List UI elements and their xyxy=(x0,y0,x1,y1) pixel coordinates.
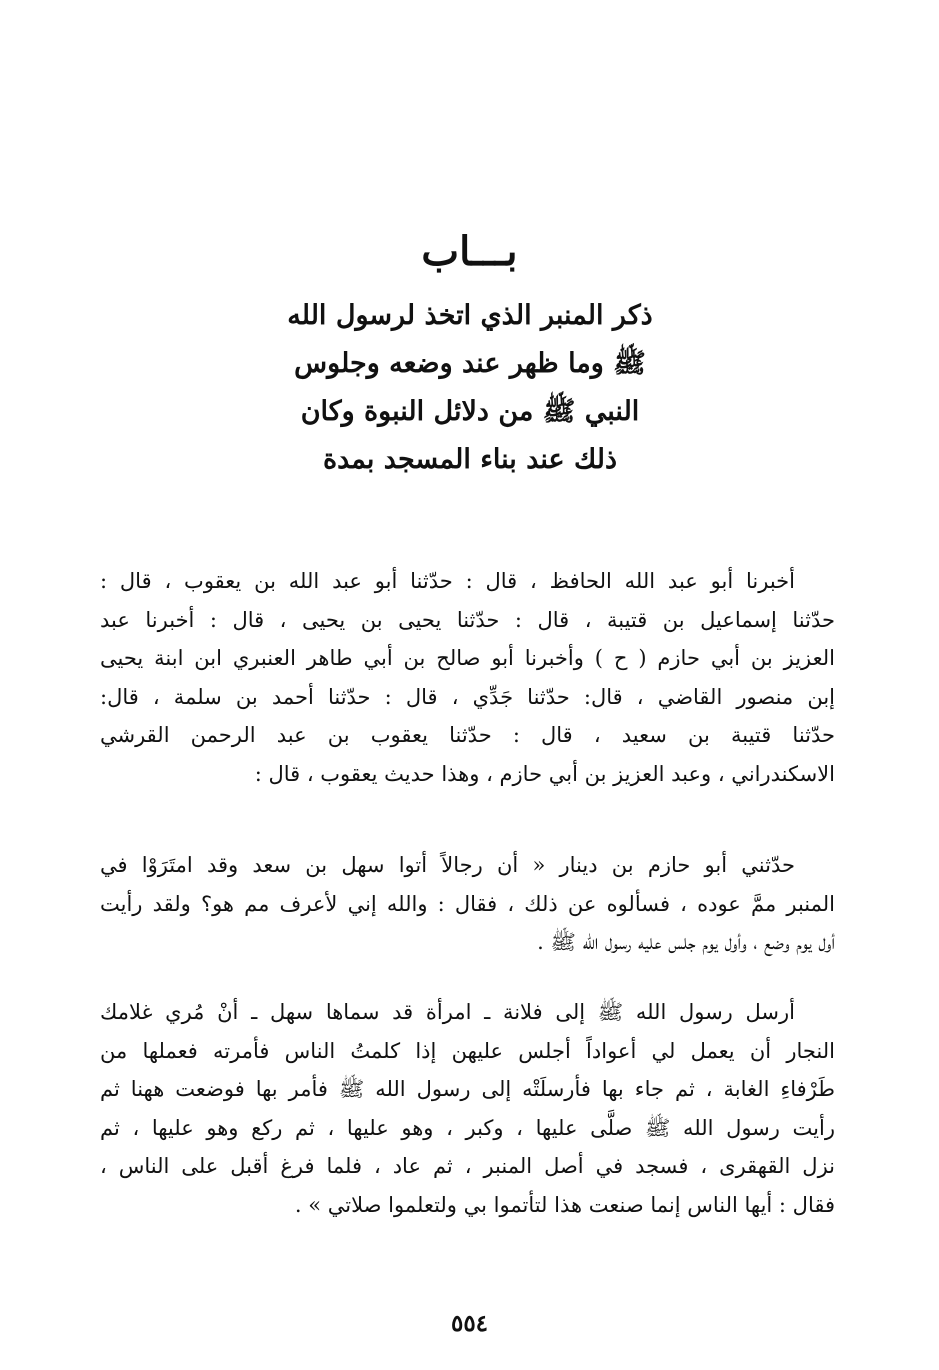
text-line: أرسل رسول الله ﷺ إلى فلانة ـ امرأة قد سماها سهل ـ أنْ مُري غلامك xyxy=(100,1000,795,1024)
text-line: فقال : أيها الناس إنما صنعت هذا لتأتموا بي ولتعلموا صلاتي » . xyxy=(294,1192,835,1217)
text-line: حدّثنا إسماعيل بن قتيبة ، قال : حدّثنا يحيى بن يحيى ، قال : أخبرنا عبد xyxy=(100,607,835,632)
chapter-title xyxy=(250,292,690,484)
text-line: العزيز بن أبي حازم ( ح ) وأخبرنا أبو صالح بن أبي طاهر العنبري ابن ابنة يحيى xyxy=(100,646,835,670)
text-line: حدّثني أبو حازم بن دينار « أن رجالاً أتوا سهل بن سعد وقد امتَرَوْا في xyxy=(100,853,795,877)
text-line: نزل القهقرى ، فسجد في أصل المنبر ، ثم عاد ، فلما فرغ أقبل على الناس ، xyxy=(100,1154,835,1178)
text-line: أول يوم وضع ، وأول يوم جلس عليه رسول الله ﷺ . xyxy=(537,930,835,954)
paragraph-hadith-intro xyxy=(100,846,835,962)
text-line: أخبرنا أبو عبد الله الحافظ ، قال : حدّثنا أبو عبد الله بن يعقوب ، قال : xyxy=(100,569,795,593)
chapter-title-line: ذلك عند بناء المسجد بمدة xyxy=(322,444,618,475)
paragraph-hadith-body xyxy=(100,993,835,1224)
text-line: طَرْفاءِ الغابة ، ثم جاء بها فأرسلَتْه إلى رسول الله ﷺ فأمر بها فوضعت ههنا ثم xyxy=(100,1077,835,1101)
chapter-title-line: ذكر المنبر الذي اتخذ لرسول الله xyxy=(287,300,653,331)
text-line: المنبر ممَّ عوده ، فسألوه عن ذلك ، فقال : والله إني لأعرف مم هو؟ ولقد رأيت xyxy=(100,891,835,916)
text-line: حدّثنا قتيبة بن سعيد ، قال : حدّثنا يعقوب بن عبد الرحمن القرشي xyxy=(100,723,835,747)
text-line: النجار أن يعمل لي أعواداً أجلس عليهن إذا كلمتُ الناس فأمرته فعملها من xyxy=(100,1038,835,1063)
page-number: ٥٥٤ xyxy=(450,1310,489,1337)
chapter-title-line: النبي ﷺ من دلائل النبوة وكان xyxy=(300,396,640,427)
text-line: إبن منصور القاضي ، قال: حدّثنا جَدِّي ، قال : حدّثنا أحمد بن سلمة ، قال: xyxy=(100,684,835,709)
text-line: رأيت رسول الله ﷺ صلَّى عليها ، وكبر ، وهو عليها ، ثم ركع وهو عليها ، ثم xyxy=(100,1115,835,1140)
paragraph-isnad xyxy=(100,562,835,793)
text-line: الاسكندراني ، وعبد العزيز بن أبي حازم ، وهذا حديث يعقوب ، قال : xyxy=(254,761,835,786)
chapter-title-line: ﷺ وما ظهر عند وضعه وجلوس xyxy=(294,348,646,379)
chapter-heading: بـــاب xyxy=(421,228,518,275)
